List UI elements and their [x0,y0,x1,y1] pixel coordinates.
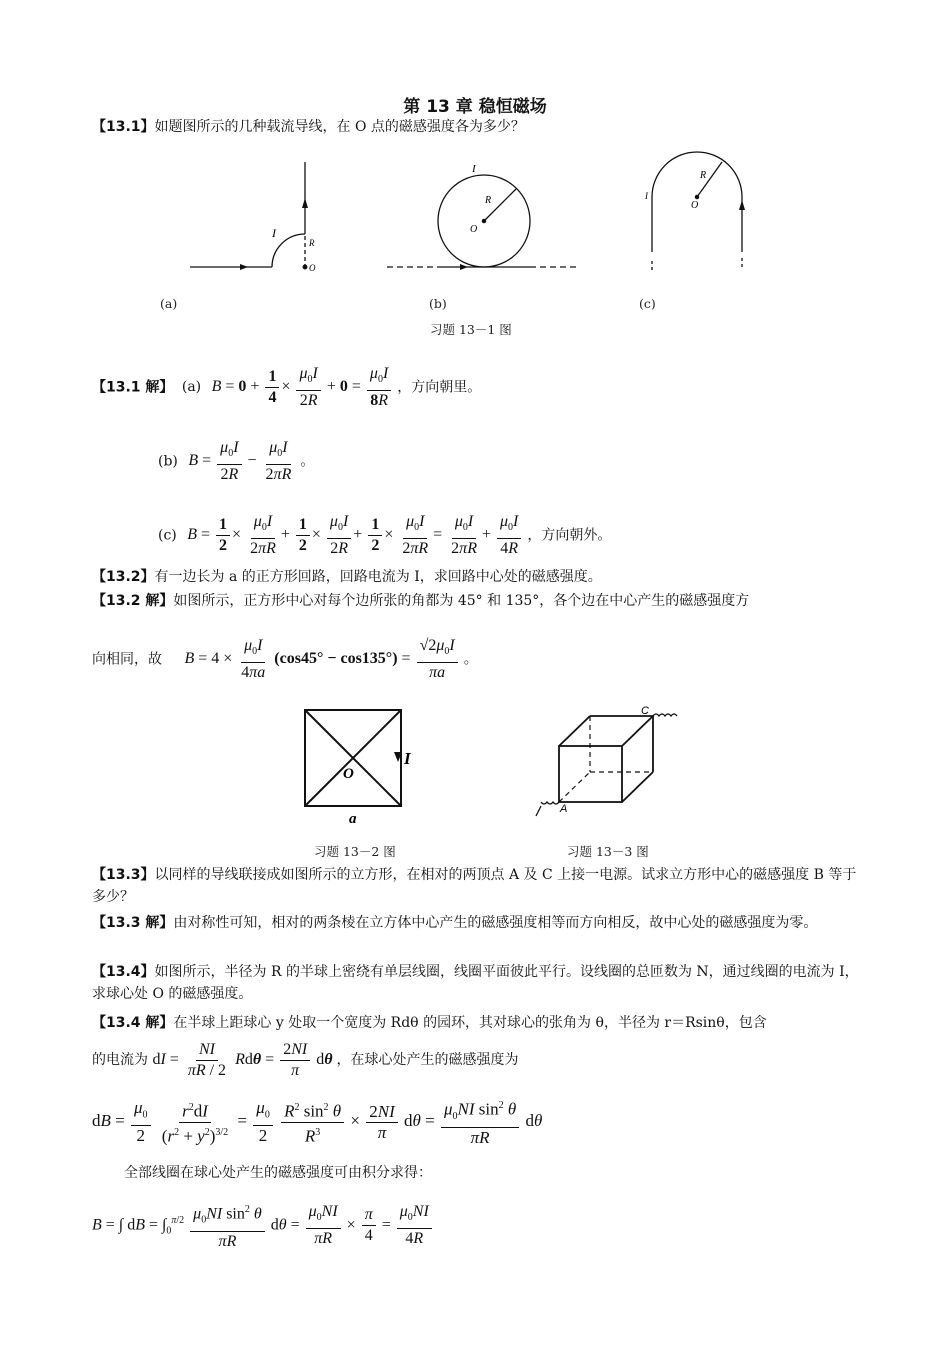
equation-13-4-dI: dI = $\frac{NI}{\pi R / 2}$ Rdθ = $\frac{2NI}{\pi}$ dθ [152,1041,333,1079]
question-label: 【13.3】 [92,867,155,883]
answer-label: 【13.2 解】 [92,593,174,609]
equation-13-1c: B = $\frac{1}{2}$ × $\frac{\mu_0I}{2\pi R}$ + $\frac{1}{2}$ × $\frac{\mu_0I}{2R}$ + $\frac{1}{2}$ × $\frac{\mu_0I}{2\pi R}$ = $\frac{\mu_0I}{2\pi R}$ + $\frac{\mu_0I}{4R}$ [187,526,527,543]
question-text: 有一边长为 a 的正方形回路，回路电流为 I，求回路中心处的磁感强度。 [154,569,602,585]
figure-label-O: O [343,766,354,782]
figure-caption: 习题 13－1 图 [430,322,512,337]
question-label: 【13.4】 [92,964,155,980]
figure-label-a: a [349,811,357,827]
answer-text: 在半球上距球心 y 处取一个宽度为 Rdθ 的园环，其对球心的张角为 θ，半径为 r＝Rsinθ，包含 [173,1015,767,1031]
answer-text: 如图所示，正方形中心对每个边所张的角都为 45° 和 135°，各个边在中心产生的磁感强度方 [173,593,750,609]
equation-13-1a: B = 0 + $\frac{1}{4}$ × $\frac{\mu_0I}{2R}$ + 0 = $\frac{\mu_0I}{8R}$ [212,378,398,395]
question-text: 如题图所示的几种载流导线，在 O 点的磁感强度各为多少？ [154,119,525,135]
figure-caption-13-2: 习题 13－2 图 [314,844,396,859]
figure-label-I: I [472,163,476,175]
figure-label-O: O [470,224,478,235]
figure-label-R: R [309,238,315,248]
figure-label-R: R [485,195,492,206]
answer-suffix: ，方向朝里。 [397,379,482,396]
part-tag: (c) [158,527,177,544]
answer-13-4-current [92,1040,862,1081]
answer-text: 向相同，故 [92,651,162,668]
answer-label: 【13.1 解】 [92,379,174,396]
figure-label-O: O [309,263,316,273]
page-title: 第 13 章 稳恒磁场 [403,97,547,117]
question-13-3 [92,864,862,908]
question-label: 【13.2】 [92,569,155,585]
answer-suffix: 。 [463,651,478,668]
figure-label-R: R [700,170,707,181]
figure-label-O: O [691,200,699,211]
answer-suffix: 。 [300,453,315,470]
subfigure-label-a: (a) [160,296,178,311]
question-text: 如图所示，半径为 R 的半球上密绕有单层线圈，线圈平面彼此平行。设线圈的总匝数为 N，通过线圈的电流为 I，求球心处 O 的磁感强度。 [92,964,859,1002]
answer-text: 由对称性可知，相对的两条棱在立方体中心产生的磁感强度相等而方向相反，故中心处的磁感强度为零。 [173,915,818,931]
part-tag: (b) [158,453,178,470]
part-tag: (a) [181,379,202,396]
question-13-4 [92,961,862,1005]
answer-13-4 [92,1012,862,1034]
subfigure-label-b: (b) [429,296,447,311]
figure-label-I: I [404,749,411,768]
equation-13-2: B = 4 × $\frac{\mu_0I}{4\pi a}$ (cos45° − cos135°) = $\frac{√2\mu_0I}{\pi a}$ [184,650,463,667]
answer-13-3 [92,912,862,934]
answer-label: 【13.4 解】 [92,1015,174,1031]
equation-13-4-B: B = ∫ dB = $\int_0^{\pi/2}$ $\frac{\mu_0NI \sin^2 \theta}{\pi R}$ dθ = $\frac{\mu_0NI}{\pi R}$ × $\frac{\pi}{4}$ = $\frac{\mu_0NI}{4R}$ [92,1200,434,1252]
answer-text: 的电流为 [92,1052,148,1069]
subfigure-label-c: (c) [639,296,656,311]
answer-label: 【13.3 解】 [92,915,174,931]
answer-13-4-integral-intro: 全部线圈在球心处产生的磁感强度可由积分求得： [124,1165,432,1181]
equation-13-4-dB: dB = $\frac{\mu_0}{2}$ $\frac{r^2dI}{(r^2 + y^2)^{3/2}}$ = $\frac{\mu_0}{2}$ $\frac{R^2 \sin^2 \theta}{R^3}$ × $\frac{2NI}{\pi}$ dθ = $\frac{\mu_0NI \sin^2 \theta}{\pi R}$ dθ [92,1097,543,1148]
answer-suffix: ，方向朝外。 [527,527,612,544]
figure-label-I: I [272,226,276,240]
figure-label-C: C [641,705,649,717]
equation-13-1b: B = $\frac{\mu_0I}{2R}$ − $\frac{\mu_0I}{2\pi R}$ [188,439,292,484]
figure-label-A: A [560,803,568,815]
figure-caption-13-3: 习题 13－3 图 [567,844,649,859]
figure-label-I: I [645,191,648,201]
question-label: 【13.1】 [92,119,155,135]
question-text: 以同样的导线联接成如图所示的立方形，在相对的两顶点 A 及 C 上接一电源。试求立方形中心的磁感强度 B 等于多少？ [92,867,857,905]
answer-text: ，在球心处产生的磁感强度为 [336,1052,519,1069]
